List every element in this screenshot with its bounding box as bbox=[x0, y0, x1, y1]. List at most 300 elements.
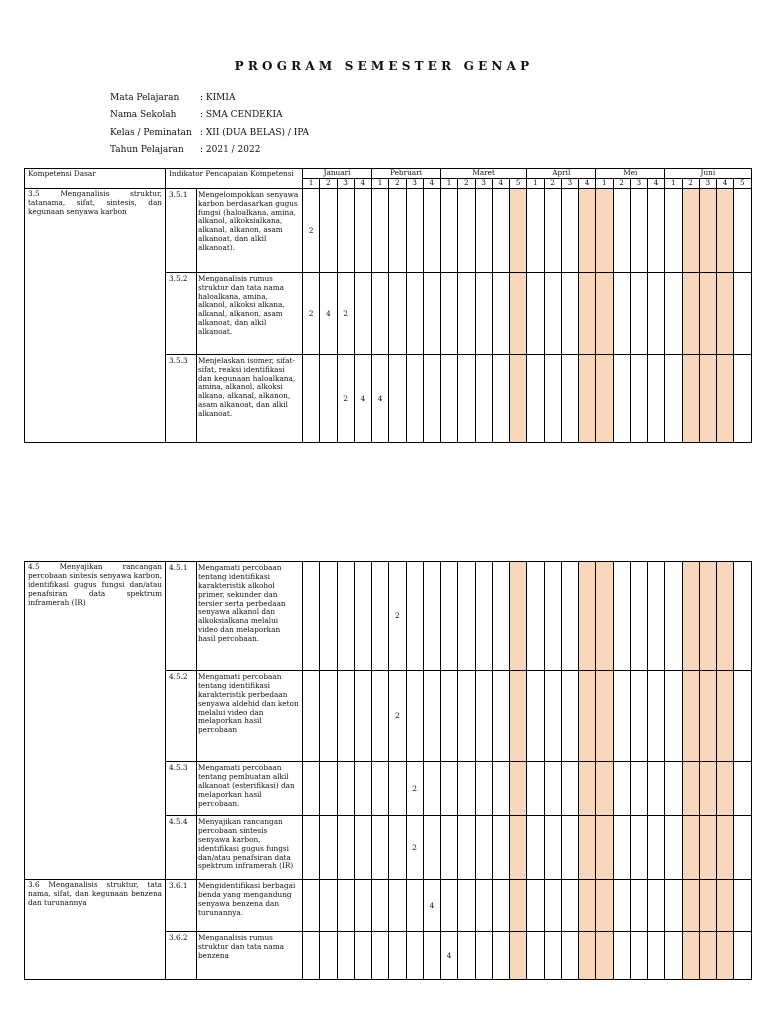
header-indikator: Indikator Pencapaian Kompetensi bbox=[166, 169, 303, 189]
week-cell bbox=[475, 880, 492, 932]
week-cell: 2 bbox=[303, 188, 320, 272]
week-cell bbox=[699, 880, 716, 932]
week-cell bbox=[320, 354, 337, 442]
week-cell bbox=[406, 880, 423, 932]
week-cell bbox=[734, 562, 751, 671]
page-title: PROGRAM SEMESTER GENAP bbox=[234, 59, 534, 73]
week-cell bbox=[682, 354, 699, 442]
week-cell bbox=[544, 354, 561, 442]
week-cell bbox=[389, 932, 406, 980]
week-cell bbox=[441, 188, 458, 272]
meta-value: : KIMIA bbox=[200, 92, 236, 103]
header-week: 4 bbox=[423, 178, 440, 188]
week-cell bbox=[458, 272, 475, 354]
week-cell bbox=[630, 932, 647, 980]
week-cell bbox=[475, 188, 492, 272]
week-cell bbox=[475, 816, 492, 880]
week-cell bbox=[320, 188, 337, 272]
week-cell bbox=[596, 562, 613, 671]
week-cell bbox=[648, 354, 665, 442]
header-week: 3 bbox=[406, 178, 423, 188]
week-cell bbox=[510, 880, 527, 932]
indicator-text: Menganalisis rumus struktur dan tata nama haloalkana, amina, alkanol, alkoksi alkana, alkanal, alkanon, asam alkanoat, dan alkil alkanoat. bbox=[197, 272, 303, 354]
week-cell bbox=[406, 932, 423, 980]
meta-row bbox=[110, 124, 309, 142]
meta-row bbox=[110, 107, 309, 125]
meta-label: Nama Sekolah bbox=[110, 110, 177, 121]
week-cell: 4 bbox=[320, 272, 337, 354]
week-cell bbox=[389, 188, 406, 272]
week-cell bbox=[648, 562, 665, 671]
kompetensi-dasar-cell: 3.5 Menganalisis struktur, tatanama, sifat, sintesis, dan kegunaan senyawa karbon bbox=[25, 188, 166, 442]
week-cell bbox=[717, 188, 734, 272]
week-cell bbox=[717, 354, 734, 442]
week-cell bbox=[682, 932, 699, 980]
week-cell bbox=[475, 762, 492, 816]
week-cell bbox=[527, 272, 544, 354]
week-cell: 2 bbox=[406, 762, 423, 816]
week-cell bbox=[527, 816, 544, 880]
week-cell bbox=[492, 762, 509, 816]
week-cell bbox=[389, 762, 406, 816]
week-cell bbox=[320, 880, 337, 932]
header-week: 3 bbox=[630, 178, 647, 188]
week-cell bbox=[423, 188, 440, 272]
week-cell bbox=[648, 671, 665, 762]
week-cell bbox=[354, 562, 371, 671]
week-cell bbox=[579, 762, 596, 816]
week-cell bbox=[544, 880, 561, 932]
week-cell bbox=[372, 272, 389, 354]
header-row-months bbox=[25, 169, 752, 179]
week-cell bbox=[337, 562, 354, 671]
week-cell bbox=[699, 932, 716, 980]
header-week: 4 bbox=[648, 178, 665, 188]
week-cell bbox=[665, 816, 682, 880]
week-cell bbox=[423, 816, 440, 880]
week-cell bbox=[320, 762, 337, 816]
week-cell bbox=[613, 562, 630, 671]
week-cell bbox=[648, 762, 665, 816]
week-cell bbox=[406, 671, 423, 762]
week-cell bbox=[630, 562, 647, 671]
week-cell bbox=[423, 272, 440, 354]
table-row bbox=[25, 562, 752, 671]
week-cell bbox=[717, 562, 734, 671]
week-cell bbox=[682, 880, 699, 932]
header-week: 4 bbox=[579, 178, 596, 188]
week-cell bbox=[579, 671, 596, 762]
week-cell bbox=[561, 354, 578, 442]
schedule-table-1 bbox=[24, 168, 752, 443]
week-cell bbox=[613, 932, 630, 980]
week-cell bbox=[423, 671, 440, 762]
week-cell bbox=[561, 880, 578, 932]
week-cell bbox=[510, 932, 527, 980]
week-cell bbox=[320, 932, 337, 980]
header-week: 2 bbox=[682, 178, 699, 188]
week-cell bbox=[717, 880, 734, 932]
week-cell bbox=[510, 272, 527, 354]
header-month: Maret bbox=[441, 169, 527, 179]
week-cell bbox=[613, 188, 630, 272]
week-cell bbox=[423, 762, 440, 816]
week-cell bbox=[406, 272, 423, 354]
week-cell bbox=[372, 671, 389, 762]
week-cell bbox=[458, 762, 475, 816]
indicator-code: 3.6.2 bbox=[166, 932, 197, 980]
week-cell bbox=[648, 816, 665, 880]
week-cell bbox=[665, 762, 682, 816]
week-cell bbox=[544, 932, 561, 980]
meta-row bbox=[110, 89, 309, 107]
week-cell bbox=[717, 762, 734, 816]
week-cell bbox=[665, 354, 682, 442]
week-cell bbox=[717, 932, 734, 980]
week-cell: 2 bbox=[389, 562, 406, 671]
week-cell bbox=[630, 272, 647, 354]
week-cell bbox=[337, 880, 354, 932]
week-cell bbox=[458, 562, 475, 671]
header-week: 1 bbox=[303, 178, 320, 188]
meta-value: : XII (DUA BELAS) / IPA bbox=[200, 127, 310, 138]
week-cell: 2 bbox=[303, 272, 320, 354]
header-week: 3 bbox=[337, 178, 354, 188]
week-cell bbox=[337, 671, 354, 762]
week-cell bbox=[510, 354, 527, 442]
week-cell: 2 bbox=[406, 816, 423, 880]
week-cell bbox=[596, 671, 613, 762]
indicator-text: Mengelompokkan senyawa karbon berdasarkan gugus fungsi (haloalkana, amina, alkanol, alkoksialkana, alkanal, alkanon, asam alkanoat, dan alkil alkanoat). bbox=[197, 188, 303, 272]
week-cell bbox=[630, 762, 647, 816]
week-cell bbox=[527, 762, 544, 816]
week-cell bbox=[630, 671, 647, 762]
week-cell bbox=[303, 354, 320, 442]
week-cell bbox=[354, 932, 371, 980]
week-cell bbox=[372, 880, 389, 932]
indicator-code: 3.5.3 bbox=[166, 354, 197, 442]
week-cell bbox=[665, 188, 682, 272]
week-cell bbox=[527, 354, 544, 442]
week-cell bbox=[492, 816, 509, 880]
week-cell bbox=[561, 188, 578, 272]
week-cell bbox=[699, 272, 716, 354]
week-cell bbox=[579, 932, 596, 980]
week-cell: 4 bbox=[441, 932, 458, 980]
week-cell bbox=[441, 562, 458, 671]
week-cell bbox=[544, 188, 561, 272]
week-cell bbox=[665, 562, 682, 671]
week-cell bbox=[734, 188, 751, 272]
week-cell bbox=[354, 671, 371, 762]
week-cell bbox=[406, 562, 423, 671]
week-cell: 2 bbox=[389, 671, 406, 762]
header-week: 3 bbox=[561, 178, 578, 188]
week-cell bbox=[372, 562, 389, 671]
week-cell bbox=[441, 671, 458, 762]
week-cell bbox=[510, 762, 527, 816]
week-cell bbox=[682, 562, 699, 671]
week-cell bbox=[389, 354, 406, 442]
week-cell bbox=[613, 272, 630, 354]
week-cell bbox=[630, 188, 647, 272]
header-week: 3 bbox=[699, 178, 716, 188]
week-cell bbox=[475, 671, 492, 762]
header-week: 1 bbox=[441, 178, 458, 188]
week-cell bbox=[389, 816, 406, 880]
week-cell bbox=[406, 188, 423, 272]
indicator-text: Menganalisis rumus struktur dan tata nama benzena bbox=[197, 932, 303, 980]
kompetensi-dasar-cell: 3.6 Menganalisis struktur, tata nama, sifat, dan kegunaan benzena dan turunannya bbox=[25, 880, 166, 980]
header-month: Januari bbox=[303, 169, 372, 179]
week-cell bbox=[406, 354, 423, 442]
week-cell bbox=[458, 932, 475, 980]
indicator-text: Mengamati percobaan tentang pembuatan alkil alkanoat (esterifikasi) dan melaporkan hasil percobaan. bbox=[197, 762, 303, 816]
week-cell bbox=[458, 188, 475, 272]
week-cell bbox=[337, 932, 354, 980]
indicator-code: 4.5.2 bbox=[166, 671, 197, 762]
week-cell bbox=[717, 816, 734, 880]
week-cell bbox=[544, 762, 561, 816]
week-cell: 4 bbox=[423, 880, 440, 932]
week-cell bbox=[389, 272, 406, 354]
week-cell bbox=[475, 562, 492, 671]
week-cell bbox=[596, 762, 613, 816]
week-cell bbox=[458, 671, 475, 762]
week-cell bbox=[320, 671, 337, 762]
week-cell bbox=[630, 816, 647, 880]
indicator-text: Mengamati percobaan tentang identifikasi karakteristik alkohol primer, sekunder dan tersier serta perbedaan senyawa alkanol dan alkoksialkana melalui video dan melaporkan hasil percobaan. bbox=[197, 562, 303, 671]
week-cell bbox=[337, 762, 354, 816]
week-cell bbox=[630, 880, 647, 932]
header-week: 1 bbox=[665, 178, 682, 188]
week-cell bbox=[579, 562, 596, 671]
week-cell bbox=[527, 671, 544, 762]
week-cell bbox=[596, 188, 613, 272]
header-week: 4 bbox=[354, 178, 371, 188]
week-cell bbox=[561, 671, 578, 762]
week-cell bbox=[579, 880, 596, 932]
week-cell bbox=[458, 816, 475, 880]
week-cell bbox=[682, 671, 699, 762]
week-cell bbox=[510, 562, 527, 671]
kompetensi-dasar-cell: 4.5 Menyajikan rancangan percobaan sintesis senyawa karbon, identifikasi gugus fungsi dan/atau penafsiran data spektrum inframerah (IR) bbox=[25, 562, 166, 880]
week-cell bbox=[579, 188, 596, 272]
header-week: 2 bbox=[544, 178, 561, 188]
week-cell: 2 bbox=[337, 354, 354, 442]
week-cell bbox=[734, 880, 751, 932]
week-cell bbox=[734, 671, 751, 762]
week-cell bbox=[475, 272, 492, 354]
header-month: Mei bbox=[596, 169, 665, 179]
week-cell bbox=[303, 562, 320, 671]
week-cell bbox=[441, 816, 458, 880]
header-week: 2 bbox=[458, 178, 475, 188]
week-cell bbox=[303, 671, 320, 762]
indicator-code: 3.5.2 bbox=[166, 272, 197, 354]
week-cell bbox=[734, 932, 751, 980]
week-cell bbox=[475, 354, 492, 442]
meta-label: Tahun Pelajaran bbox=[110, 145, 184, 156]
week-cell bbox=[596, 354, 613, 442]
week-cell bbox=[579, 272, 596, 354]
header-week: 5 bbox=[510, 178, 527, 188]
week-cell bbox=[475, 932, 492, 980]
week-cell bbox=[354, 880, 371, 932]
week-cell bbox=[320, 816, 337, 880]
week-cell bbox=[527, 932, 544, 980]
week-cell bbox=[682, 762, 699, 816]
header-week: 4 bbox=[717, 178, 734, 188]
week-cell bbox=[699, 562, 716, 671]
week-cell bbox=[579, 816, 596, 880]
week-cell bbox=[423, 354, 440, 442]
indicator-code: 4.5.3 bbox=[166, 762, 197, 816]
week-cell bbox=[303, 932, 320, 980]
week-cell bbox=[354, 816, 371, 880]
header-week: 4 bbox=[492, 178, 509, 188]
week-cell bbox=[527, 880, 544, 932]
week-cell bbox=[579, 354, 596, 442]
indicator-code: 3.5.1 bbox=[166, 188, 197, 272]
week-cell bbox=[354, 188, 371, 272]
week-cell bbox=[682, 272, 699, 354]
week-cell bbox=[665, 671, 682, 762]
week-cell bbox=[561, 932, 578, 980]
indicator-text: Menjelaskan isomer, sifat-sifat, reaksi identifikasi dan kegunaan haloalkana, amina, alkanol, alkoksi alkana, alkanal, alkanon, asam alkanoat, dan alkil alkanoat. bbox=[197, 354, 303, 442]
header-week: 1 bbox=[527, 178, 544, 188]
header-month: Juni bbox=[665, 169, 751, 179]
indicator-code: 4.5.4 bbox=[166, 816, 197, 880]
week-cell bbox=[320, 562, 337, 671]
week-cell bbox=[596, 272, 613, 354]
week-cell bbox=[372, 762, 389, 816]
meta-label: Kelas / Peminatan bbox=[110, 127, 192, 138]
week-cell bbox=[303, 762, 320, 816]
week-cell bbox=[510, 671, 527, 762]
week-cell: 4 bbox=[372, 354, 389, 442]
table-row bbox=[25, 880, 752, 932]
indicator-text: Mengidentifikasi berbagai benda yang mengandung senyawa benzena dan turunannya. bbox=[197, 880, 303, 932]
week-cell bbox=[699, 188, 716, 272]
week-cell bbox=[544, 272, 561, 354]
week-cell: 4 bbox=[354, 354, 371, 442]
table-row bbox=[25, 188, 752, 272]
indicator-code: 3.6.1 bbox=[166, 880, 197, 932]
header-month: Pebruari bbox=[372, 169, 441, 179]
week-cell bbox=[389, 880, 406, 932]
week-cell bbox=[492, 272, 509, 354]
header-week: 3 bbox=[475, 178, 492, 188]
week-cell bbox=[441, 762, 458, 816]
document-meta bbox=[110, 89, 309, 159]
week-cell bbox=[372, 932, 389, 980]
week-cell bbox=[561, 762, 578, 816]
week-cell bbox=[648, 188, 665, 272]
header-month: April bbox=[527, 169, 596, 179]
week-cell bbox=[682, 816, 699, 880]
week-cell bbox=[458, 880, 475, 932]
week-cell bbox=[458, 354, 475, 442]
indicator-text: Mengamati percobaan tentang identifikasi karakteristik perbedaan senyawa aldehid dan keton melalui video dan melaporkan hasil percobaan bbox=[197, 671, 303, 762]
week-cell bbox=[527, 562, 544, 671]
week-cell bbox=[303, 816, 320, 880]
week-cell bbox=[699, 816, 716, 880]
indicator-text: Menyajikan rancangan percobaan sintesis senyawa karbon, identifikasi gugus fungsi dan/atau penafsiran data spektrum inframerah (IR) bbox=[197, 816, 303, 880]
week-cell bbox=[527, 188, 544, 272]
week-cell bbox=[613, 762, 630, 816]
week-cell bbox=[734, 354, 751, 442]
week-cell bbox=[441, 880, 458, 932]
week-cell bbox=[372, 816, 389, 880]
week-cell bbox=[648, 272, 665, 354]
week-cell bbox=[699, 762, 716, 816]
week-cell bbox=[372, 188, 389, 272]
schedule-table-2 bbox=[24, 561, 752, 980]
week-cell bbox=[648, 880, 665, 932]
week-cell bbox=[423, 562, 440, 671]
week-cell bbox=[613, 816, 630, 880]
week-cell bbox=[337, 816, 354, 880]
week-cell bbox=[492, 671, 509, 762]
week-cell bbox=[492, 188, 509, 272]
week-cell bbox=[699, 671, 716, 762]
week-cell bbox=[354, 272, 371, 354]
week-cell bbox=[613, 354, 630, 442]
week-cell bbox=[441, 272, 458, 354]
week-cell bbox=[613, 671, 630, 762]
meta-label: Mata Pelajaran bbox=[110, 92, 180, 103]
week-cell bbox=[596, 932, 613, 980]
week-cell bbox=[492, 880, 509, 932]
week-cell bbox=[492, 562, 509, 671]
week-cell bbox=[423, 932, 440, 980]
header-kompetensi-dasar: Kompetensi Dasar bbox=[25, 169, 166, 189]
week-cell bbox=[510, 188, 527, 272]
week-cell bbox=[665, 932, 682, 980]
week-cell bbox=[544, 671, 561, 762]
week-cell bbox=[544, 816, 561, 880]
week-cell bbox=[734, 816, 751, 880]
week-cell bbox=[441, 354, 458, 442]
week-cell bbox=[665, 880, 682, 932]
header-week: 2 bbox=[389, 178, 406, 188]
indicator-code: 4.5.1 bbox=[166, 562, 197, 671]
header-week: 2 bbox=[320, 178, 337, 188]
week-cell bbox=[561, 562, 578, 671]
week-cell bbox=[630, 354, 647, 442]
meta-value: : SMA CENDEKIA bbox=[200, 110, 283, 121]
header-week: 1 bbox=[372, 178, 389, 188]
week-cell bbox=[561, 816, 578, 880]
meta-row bbox=[110, 142, 309, 160]
week-cell bbox=[648, 932, 665, 980]
week-cell bbox=[682, 188, 699, 272]
meta-value: : 2021 / 2022 bbox=[200, 145, 261, 156]
week-cell bbox=[734, 762, 751, 816]
week-cell bbox=[717, 671, 734, 762]
week-cell bbox=[354, 762, 371, 816]
header-week: 1 bbox=[596, 178, 613, 188]
week-cell bbox=[613, 880, 630, 932]
week-cell bbox=[492, 932, 509, 980]
week-cell bbox=[337, 188, 354, 272]
week-cell bbox=[734, 272, 751, 354]
week-cell bbox=[699, 354, 716, 442]
week-cell bbox=[544, 562, 561, 671]
week-cell bbox=[717, 272, 734, 354]
week-cell: 2 bbox=[337, 272, 354, 354]
